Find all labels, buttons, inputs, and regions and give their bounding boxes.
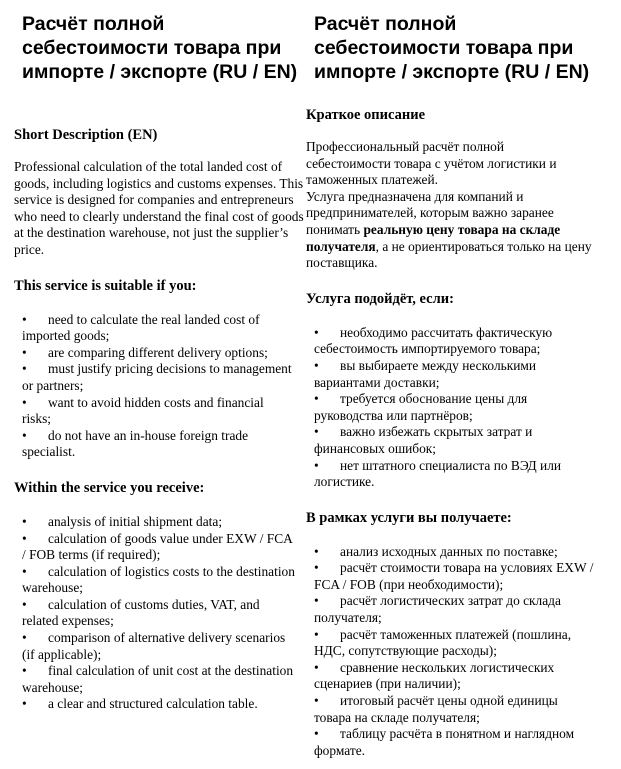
bullet-icon: • — [314, 543, 319, 559]
list-item: • calculation of goods value under EXW / FCA / FOB terms (if required); — [22, 530, 293, 563]
bullet-icon: • — [314, 324, 319, 340]
bullet-icon: • — [314, 457, 319, 473]
list-item: • want to avoid hidden costs and financial risks; — [22, 394, 264, 427]
bullet-icon: • — [22, 596, 27, 612]
bullet-icon: • — [22, 427, 27, 443]
suitable-heading: This service is suitable if you: — [14, 277, 197, 294]
bullet-icon: • — [22, 361, 27, 377]
left-title: Расчёт полной себестоимости товара при импорте / экспорте (RU / EN) — [22, 13, 298, 83]
short-description-text-ru-2: Услуга предназначена для компаний и предпринимателей, которым важно заранее понимать реальную цену товара на складе получателя, а не ориентироваться только на цену поставщика. — [306, 188, 592, 271]
bullet-icon: • — [314, 391, 319, 407]
bullet-icon: • — [22, 530, 27, 546]
list-item: • таблицу расчёта в понятном и наглядном формате. — [314, 726, 575, 758]
bullet-icon: • — [314, 424, 319, 440]
short-description-text: Professional calculation of the total landed cost of goods, including logistics and customs expenses. This service is designed for companies and entrepreneurs who need to clearly understand the final cost of goods at the destination warehouse, not just the supplier’s price. — [14, 159, 304, 257]
bullet-icon: • — [22, 696, 27, 712]
list-item: • need to calculate the real landed cost of imported goods; — [22, 311, 260, 344]
bullet-icon: • — [22, 311, 27, 327]
list-item: • comparison of alternative delivery scenarios (if applicable); — [22, 630, 286, 662]
list-item: • важно избежать скрытых затрат и финансовых ошибок; — [314, 424, 533, 456]
bullet-icon: • — [22, 394, 27, 410]
suitable-heading-ru: Услуга подойдёт, если: — [306, 290, 454, 307]
list-item: • расчёт таможенных платежей (пошлина, НДС, сопутствующие расходы); — [314, 626, 572, 659]
list-item: • final calculation of unit cost at the destination warehouse; — [22, 663, 294, 695]
list-item: • are comparing different delivery options; — [22, 344, 268, 360]
bullet-icon: • — [314, 357, 319, 373]
list-item: • необходимо рассчитать фактическую себестоимость импортируемого товара; — [314, 324, 553, 357]
bullet-icon: • — [314, 626, 319, 642]
suitable-list-ru — [306, 325, 578, 491]
list-item: • calculation of logistics costs to the destination warehouse; — [22, 563, 295, 596]
list-item: • do not have an in-house foreign trade specialist. — [22, 427, 249, 460]
short-description-heading-ru: Краткое описание — [306, 107, 426, 123]
receive-list-ru — [306, 544, 596, 760]
list-item: • анализ исходных данных по поставке; — [314, 543, 558, 559]
list-item: • analysis of initial shipment data; — [22, 513, 223, 529]
bullet-icon: • — [314, 659, 319, 675]
short-description-text-ru: Профессиональный расчёт полной себестоимости товара с учётом логистики и таможенных платежей. — [306, 139, 557, 188]
list-item: • расчёт стоимости товара на условиях EXW / FCA / FOB (при необходимости); — [314, 560, 594, 592]
suitable-list — [14, 312, 296, 461]
list-item: • требуется обоснование цены для руководства или партнёров; — [314, 391, 528, 423]
list-item: • a clear and structured calculation table. — [22, 696, 258, 712]
english-column — [14, 12, 304, 713]
bullet-icon: • — [22, 663, 27, 679]
list-item: • вы выбираете между несколькими вариантами доставки; — [314, 357, 537, 390]
emphasis-text: реальную цену товара на складе получателя — [306, 221, 561, 254]
receive-list — [14, 514, 296, 713]
list-item: • must justify pricing decisions to management or partners; — [22, 361, 292, 393]
receive-heading-ru: В рамках услуги вы получаете: — [306, 509, 512, 526]
bullet-icon: • — [22, 513, 27, 529]
right-title: Расчёт полной себестоимости товара при импорте / экспорте (RU / EN) — [314, 13, 590, 83]
russian-column — [306, 12, 606, 759]
list-item: • нет штатного специалиста по ВЭД или логистике. — [314, 457, 562, 490]
receive-heading: Within the service you receive: — [14, 479, 205, 496]
bullet-icon: • — [22, 563, 27, 579]
short-description-heading: Short Description (EN) — [14, 127, 158, 143]
bullet-icon: • — [22, 344, 27, 360]
bullet-icon: • — [314, 726, 319, 742]
bullet-icon: • — [314, 593, 319, 609]
list-item: • расчёт логистических затрат до склада получателя; — [314, 593, 561, 626]
bullet-icon: • — [22, 630, 27, 646]
list-item: • сравнение нескольких логистических сценариев (при наличии); — [314, 659, 555, 692]
list-item: • итоговый расчёт цены одной единицы товара на складе получателя; — [314, 693, 558, 725]
bullet-icon: • — [314, 560, 319, 576]
list-item: • calculation of customs duties, VAT, and related expenses; — [22, 596, 260, 629]
bullet-icon: • — [314, 693, 319, 709]
